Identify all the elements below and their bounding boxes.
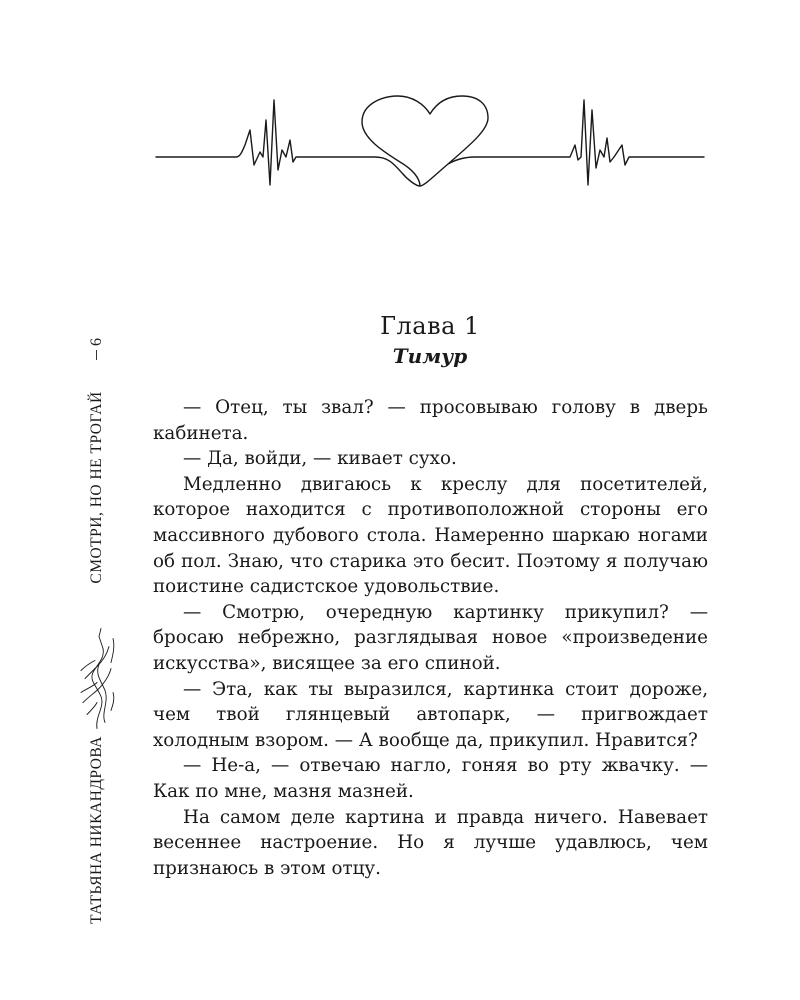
page-number: 6 xyxy=(88,338,105,346)
paragraph: Медленно двигаюсь к креслу для посетителей, которое находится с противоположной стороны его массивного дубового стола. Намеренно шаркаю ногами об пол. Знаю, что старика это бесит. Поэтому я получаю поистине садистское удовольствие. xyxy=(153,473,708,598)
paragraph: — Эта, как ты выразился, картинка стоит дороже, чем твой глянцевый автопарк, — пригвождает холодным взором. — А вообще да, прикупил. Нравится? xyxy=(153,678,708,751)
heartbeat-heart-icon xyxy=(150,90,710,200)
chapter-heading xyxy=(150,310,710,370)
running-head-title: СМОТРИ, НО НЕ ТРОГАЙ xyxy=(88,391,105,584)
sketched-couple-icon xyxy=(75,623,119,733)
running-head-author: ТАТЬЯНА НИКАНДРОВА xyxy=(88,736,105,924)
chapter-title: Глава 1 xyxy=(380,312,480,340)
paragraph: — Не-а, — отвечаю нагло, гоняя во рту жвачку. — Как по мне, мазня мазней. xyxy=(153,755,708,802)
paragraph: — Смотрю, очередную картинку прикупил? — бросаю небрежно, разглядывая новое «произведение искусства», висящее за его спиной. xyxy=(153,601,708,674)
paragraph: — Да, войди, — кивает сухо. xyxy=(183,448,457,470)
chapter-subtitle: Тимур xyxy=(392,344,468,368)
paragraph: — Отец, ты звал? — просовываю голову в дверь кабинета. xyxy=(153,397,708,444)
chapter-body xyxy=(153,395,708,881)
paragraph: На самом деле картина и правда ничего. Навевает весеннее настроение. Но я лучше удавлюсь, чем признаюсь в этом отцу. xyxy=(153,806,708,879)
